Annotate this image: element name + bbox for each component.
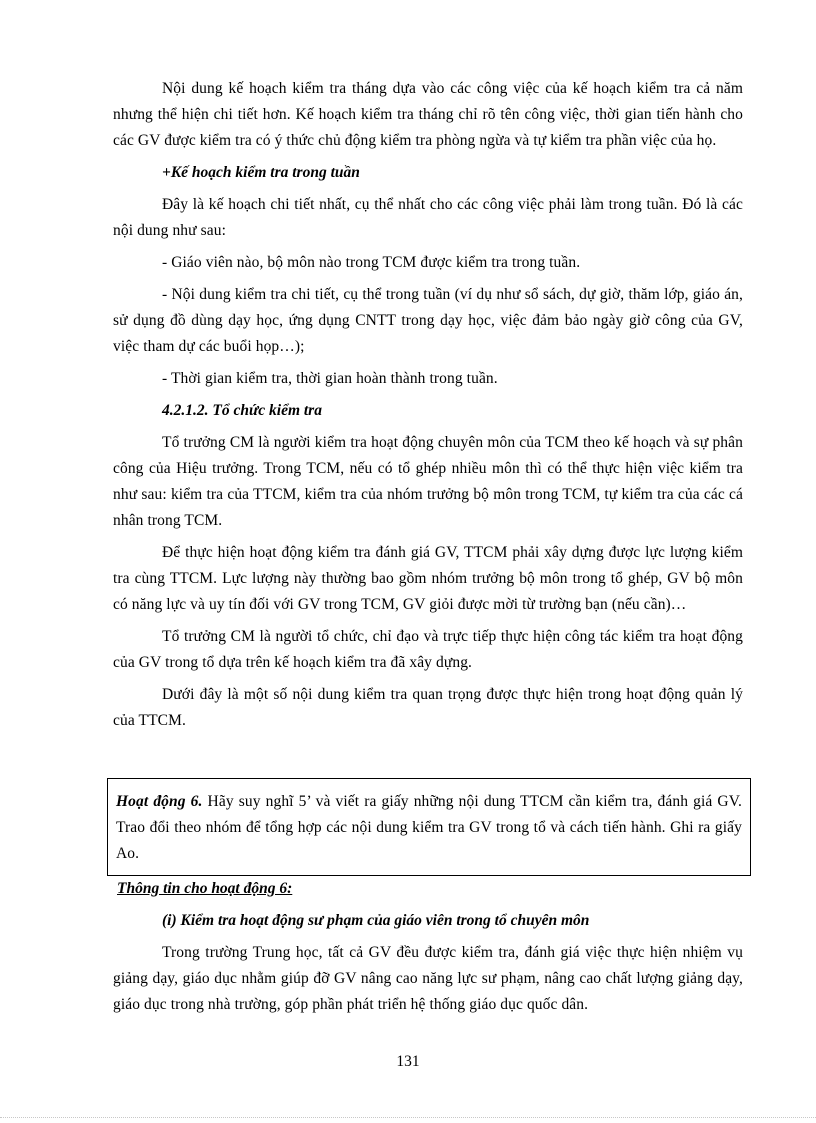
activity-text bbox=[116, 789, 742, 867]
paragraph-org-3: Tổ trưởng CM là người tổ chức, chỉ đạo và trực tiếp thực hiện công tác kiểm tra hoạt động của GV trong tổ dựa trên kế hoạch kiểm tra đã xây dựng. bbox=[113, 628, 743, 671]
info-block bbox=[113, 876, 743, 1024]
paragraph-weekly-intro: Đây là kế hoạch chi tiết nhất, cụ thể nhất cho các công việc phải làm trong tuần. Đó là các nội dung như sau: bbox=[113, 196, 743, 239]
main-text-block bbox=[113, 76, 743, 740]
activity-label: Hoạt động 6. bbox=[116, 793, 203, 810]
bullet-check-time: - Thời gian kiểm tra, thời gian hoàn thành trong tuần. bbox=[162, 370, 498, 387]
info-title: Thông tin cho hoạt động 6: bbox=[117, 880, 293, 897]
page-bottom-divider bbox=[0, 1117, 816, 1118]
bullet-check-content: - Nội dung kiểm tra chi tiết, cụ thể trong tuần (ví dụ như sổ sách, dự giờ, thăm lớp, giáo án, sử dụng đồ dùng dạy học, ứng dụng CNTT trong dạy học, việc đảm bảo ngày giờ công của GV, việc tham dự các buổi họp…); bbox=[113, 286, 743, 355]
info-subheading: (i) Kiểm tra hoạt động sư phạm của giáo viên trong tổ chuyên môn bbox=[162, 912, 590, 929]
heading-weekly-plan: +Kế hoạch kiểm tra trong tuần bbox=[162, 164, 360, 181]
paragraph-org-1: Tổ trưởng CM là người kiểm tra hoạt động chuyên môn của TCM theo kế hoạch và sự phân công của Hiệu trưởng. Trong TCM, nếu có tổ ghép nhiều môn thì có thể thực hiện việc kiểm tra như sau: kiểm tra của TTCM, kiểm tra của nhóm trưởng bộ môn trong TCM, tự kiểm tra của các cá nhân trong TCM. bbox=[113, 434, 743, 529]
activity-body: Hãy suy nghĩ 5’ và viết ra giấy những nội dung TTCM cần kiểm tra, đánh giá GV. Trao đổi theo nhóm để tổng hợp các nội dung kiểm tra GV trong tổ và cách tiến hành. Ghi ra giấy Ao. bbox=[116, 793, 742, 862]
paragraph-org-2: Để thực hiện hoạt động kiểm tra đánh giá GV, TTCM phải xây dựng được lực lượng kiểm tra cùng TTCM. Lực lượng này thường bao gồm nhóm trưởng bộ môn trong tổ ghép, GV bộ môn có năng lực và uy tín đối với GV trong TCM, GV giỏi được mời từ trường bạn (nếu cần)… bbox=[113, 544, 743, 613]
paragraph-info: Trong trường Trung học, tất cả GV đều được kiểm tra, đánh giá việc thực hiện nhiệm vụ giảng dạy, giáo dục nhằm giúp đỡ GV nâng cao năng lực sư phạm, nâng cao chất lượng giảng dạy, giáo dục trong nhà trường, góp phần phát triển hệ thống giáo dục quốc dân. bbox=[113, 944, 743, 1013]
activity-box bbox=[107, 778, 751, 876]
bullet-teachers-checked: - Giáo viên nào, bộ môn nào trong TCM được kiểm tra trong tuần. bbox=[162, 254, 581, 271]
paragraph-org-4: Dưới đây là một số nội dung kiểm tra quan trọng được thực hiện trong hoạt động quản lý của TTCM. bbox=[113, 686, 743, 729]
heading-section-organize-check: 4.2.1.2. Tổ chức kiểm tra bbox=[162, 402, 322, 419]
page-number: 131 bbox=[396, 1053, 420, 1070]
paragraph-monthly-plan: Nội dung kế hoạch kiểm tra tháng dựa vào các công việc của kế hoạch kiểm tra cả năm nhưng thể hiện chi tiết hơn. Kế hoạch kiểm tra tháng chỉ rõ tên công việc, thời gian tiến hành cho các GV được kiểm tra có ý thức chủ động kiểm tra phòng ngừa và tự kiểm tra phần việc của họ. bbox=[113, 80, 743, 149]
